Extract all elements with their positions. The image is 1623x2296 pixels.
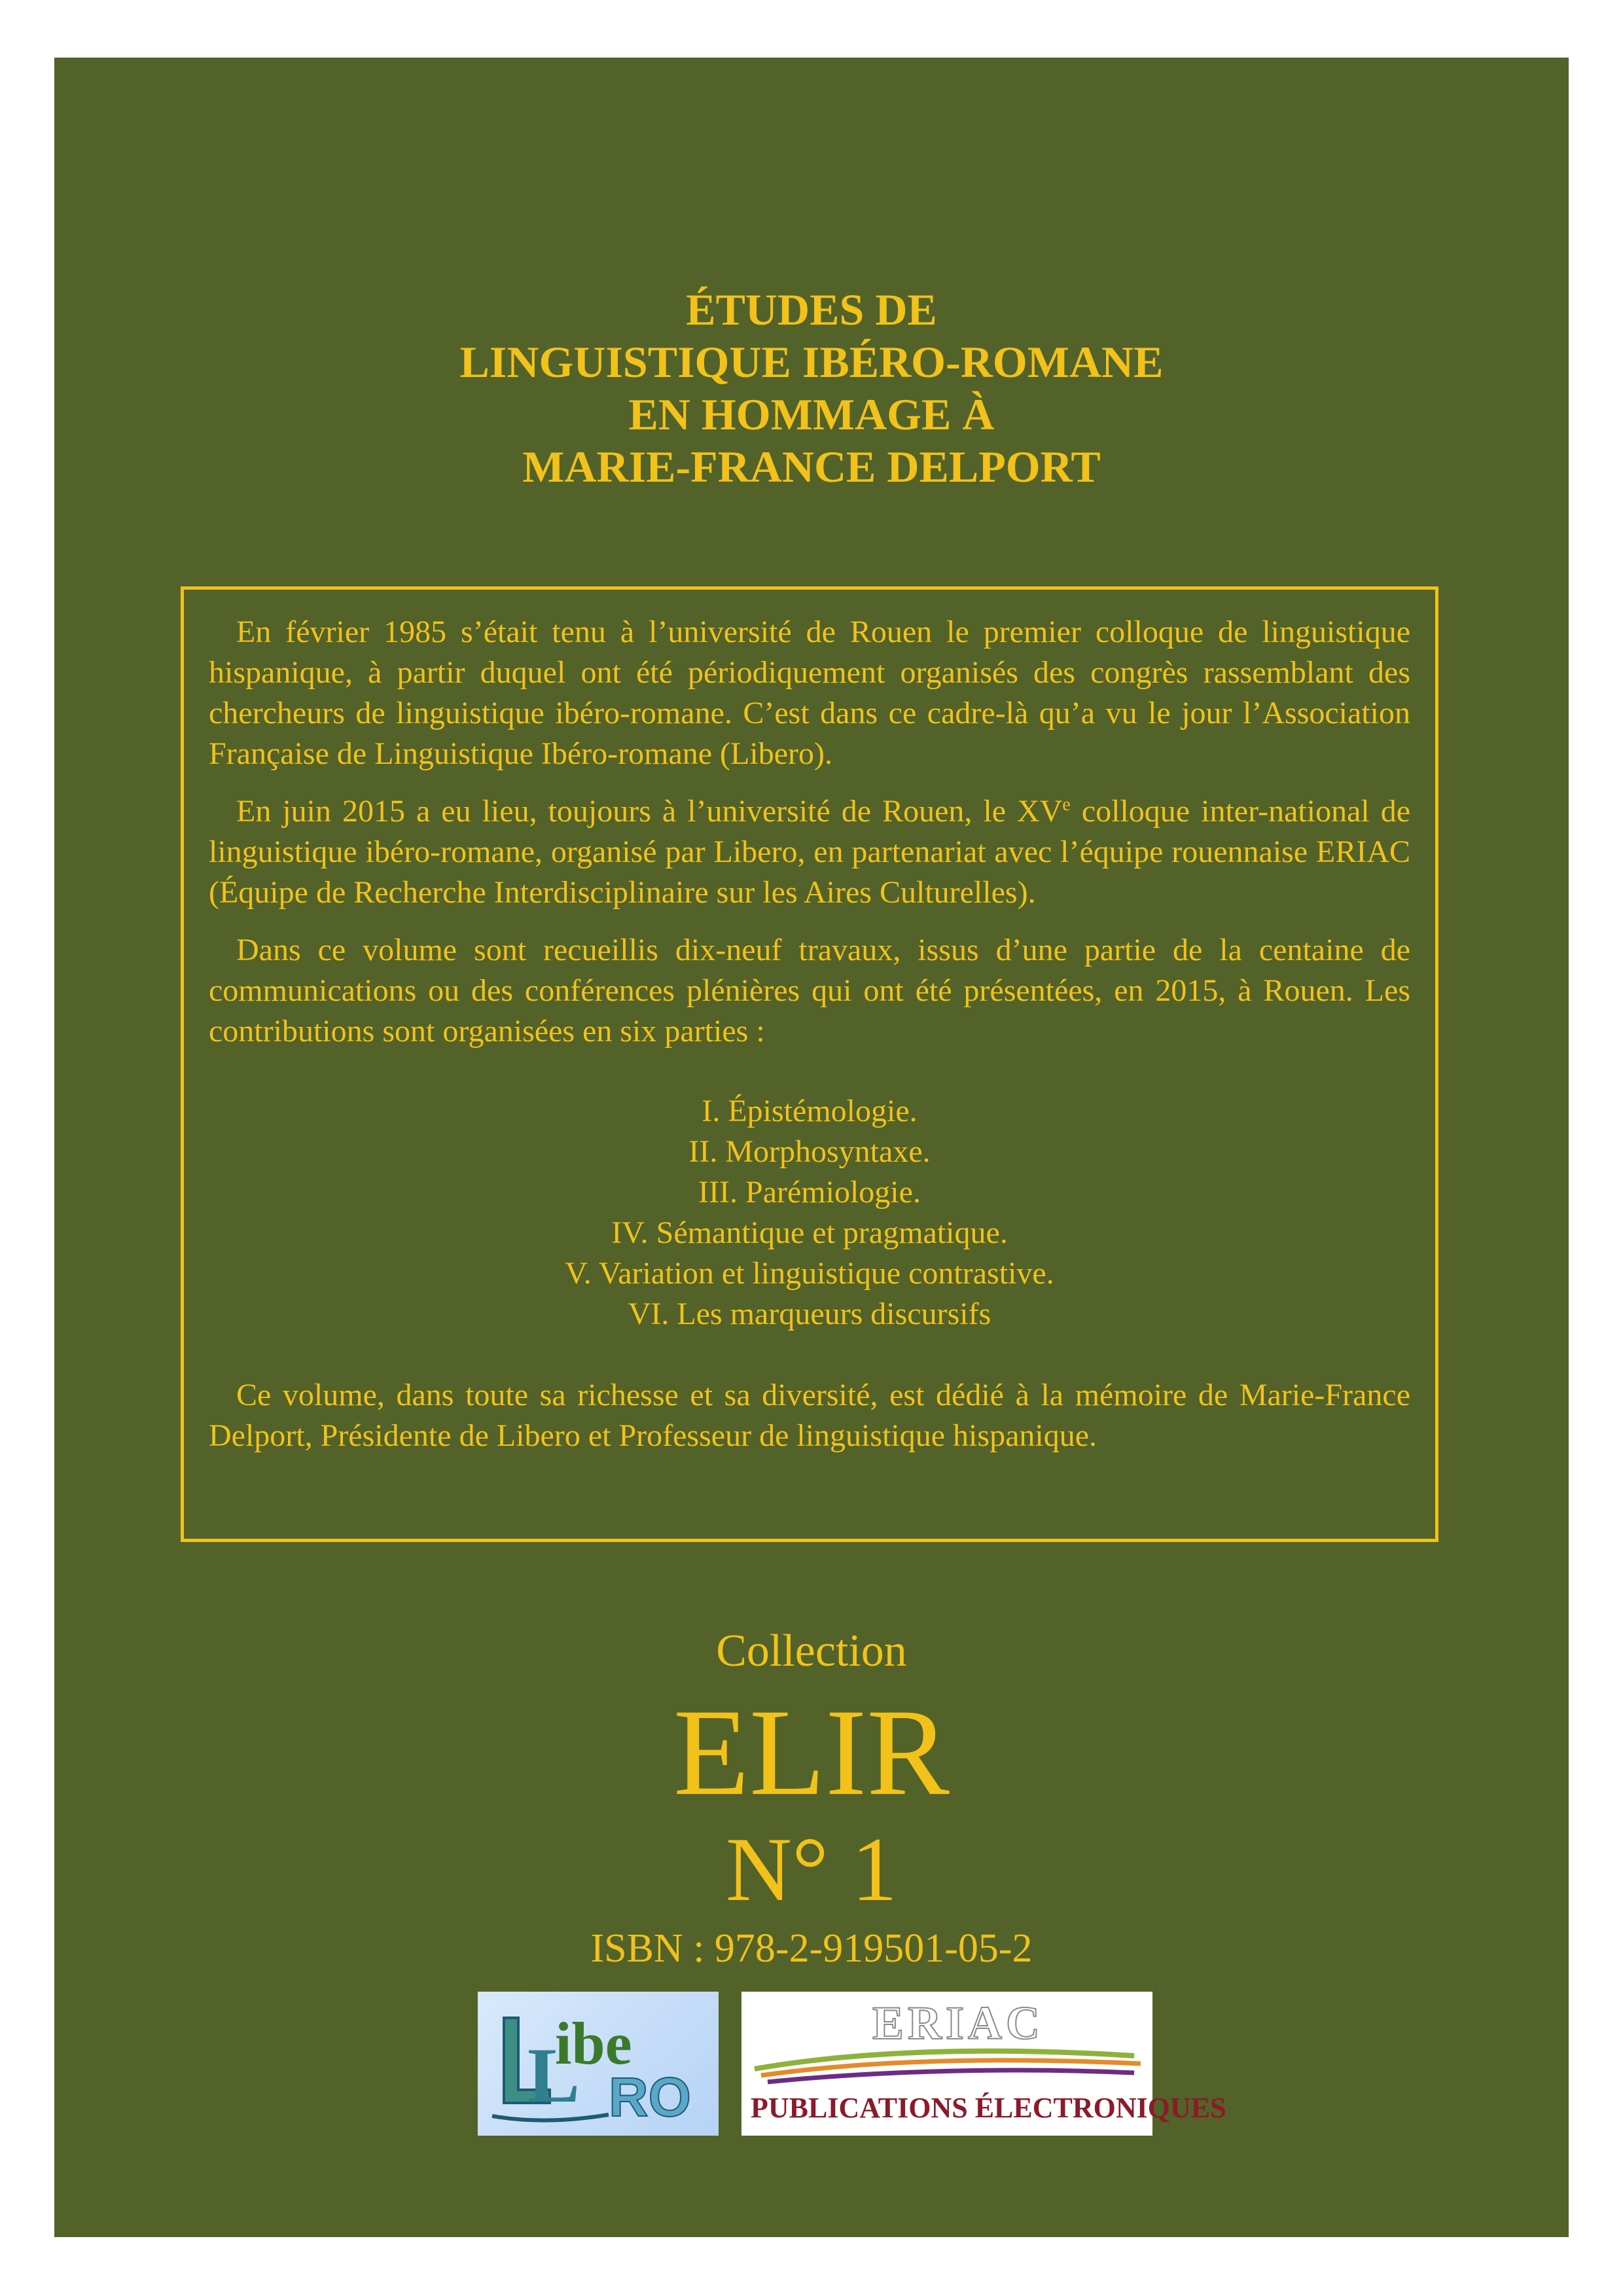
title-line: MARIE-FRANCE DELPORT [522,442,1101,492]
part-item: VI. Les marqueurs discursifs [628,1297,991,1331]
collection-block [54,1622,1569,1974]
libero-logo-ibe: ibe [555,2010,632,2077]
isbn: ISBN : 978-2-919501-05-2 [590,1926,1033,1971]
part-item: II. Morphosyntaxe. [688,1134,931,1169]
eriac-logo-title: ERIAC [872,1997,1044,2049]
summary-paragraph-1: En février 1985 s’était tenu à l’université de Rouen le premier colloque de linguistique hispanique, à partir duquel ont été périodiquement organisés des congrès rassemblant des chercheurs de linguistique ibéro-romane. C’est dans ce cadre-là qu’a vu le jour l’Association Française de Linguistique Ibéro-romane (Libero). [209,615,1410,771]
book-title [54,283,1569,493]
parts-list [209,1091,1410,1335]
eriac-logo-subtitle: PUBLICATIONS ÉLECTRONIQUES [751,2092,1226,2124]
summary-paragraph-2 [209,791,1410,913]
collection-number: N° 1 [725,1819,898,1920]
publisher-logos [54,1992,1569,2136]
part-item: I. Épistémologie. [702,1094,918,1128]
ordinal-superscript: e [1062,795,1071,815]
eriac-logo-graphic [741,1992,1226,2136]
libero-logo [478,1992,719,2136]
part-item: III. Parémiologie. [698,1175,921,1210]
summary-paragraph-4: Ce volume, dans toute sa richesse et sa diversité, est dédié à la mémoire de Marie-France Delport, Présidente de Libero et Professeur de linguistique hispanique. [209,1378,1410,1453]
part-item: V. Variation et linguistique contrastive. [565,1256,1054,1291]
part-item: IV. Sémantique et pragmatique. [611,1215,1008,1250]
summary-paragraph-2-end: colloque inter-national de linguistique ibéro-romane, organisé par Libero, en partenariat avec l’équipe rouennaise ERIAC (Équipe de Recherche Interdisciplinaire sur les Aires Culturelles). [209,794,1411,910]
collection-label: Collection [716,1626,907,1676]
summary-box [181,586,1438,1542]
eriac-logo [741,1992,1226,2136]
title-line: ÉTUDES DE [686,285,937,334]
libero-logo-graphic [478,1992,719,2136]
summary-paragraph-3: Dans ce volume sont recueillis dix-neuf travaux, issus d’une partie de la centaine de communications ou des conférences plénières qui ont été présentées, en 2015, à Rouen. Les contributions sont organisées en six parties : [209,933,1410,1049]
title-line: EN HOMMAGE À [628,389,995,439]
back-cover [54,58,1569,2237]
libero-logo-l: L [527,2032,580,2119]
libero-logo-ro: RO [609,2066,691,2128]
collection-name: ELIR [673,1684,950,1821]
title-line: LINGUISTIQUE IBÉRO-ROMANE [459,337,1164,387]
summary-paragraph-2-start: En juin 2015 a eu lieu, toujours à l’université de Rouen, le XV [236,794,1063,829]
